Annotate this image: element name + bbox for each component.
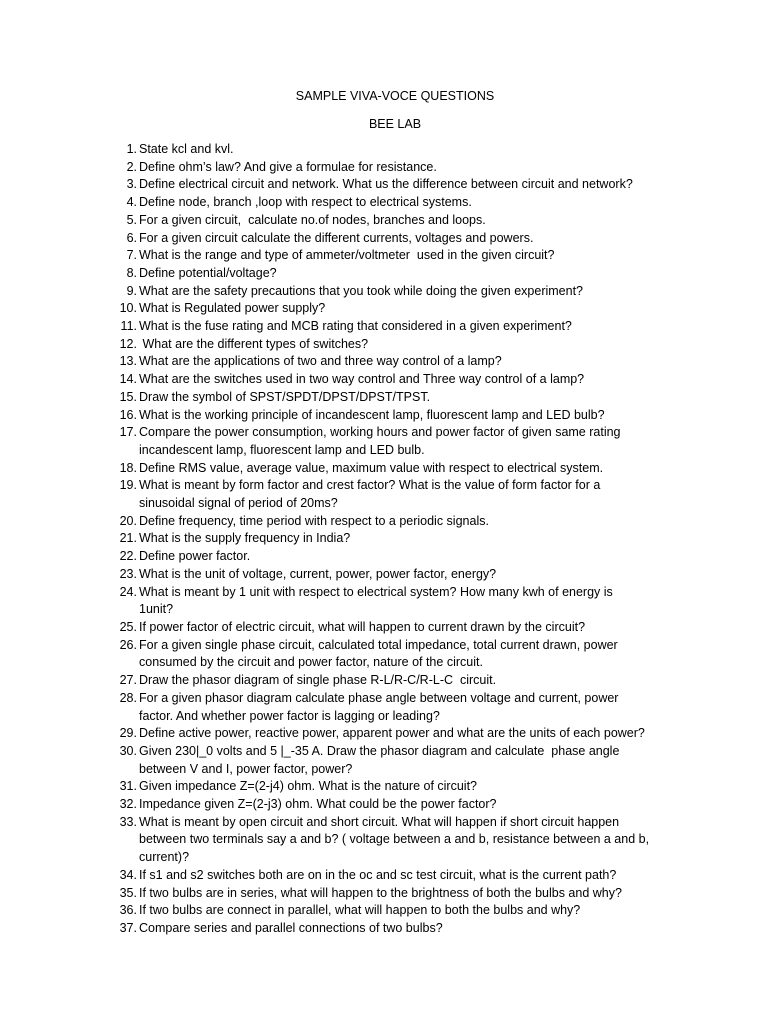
question-item [0,743,768,778]
question-item [0,513,768,531]
question-number: 10. [119,301,137,316]
question-text-line: For a given circuit calculate the different currents, voltages and powers. [139,230,534,245]
question-item [0,141,768,159]
question-item [0,407,768,425]
question-text-line: What is meant by 1 unit with respect to electrical system? How many kwh of energy is [139,584,613,599]
question-item [0,371,768,389]
question-number: 17. [119,425,137,440]
question-number: 33. [119,814,137,829]
question-item [0,530,768,548]
question-text-line: If two bulbs are in series, what will happen to the brightness of both the bulbs and why? [139,885,622,900]
question-number: 18. [119,460,137,475]
question-number: 9. [126,283,137,298]
question-text-line: What is Regulated power supply? [139,301,326,316]
question-number: 30. [119,743,137,758]
question-item [0,584,768,619]
question-text-line: What is meant by open circuit and short circuit. What will happen if short circuit happen [139,814,620,829]
question-item [0,353,768,371]
question-text-line: What are the applications of two and three way control of a lamp? [139,354,502,369]
question-number: 27. [119,673,137,688]
question-text-line: If two bulbs are connect in parallel, what will happen to both the bulbs and why? [139,903,581,918]
document-title: SAMPLE VIVA-VOCE QUESTIONS [295,89,495,103]
question-text-line: What is the unit of voltage, current, power, power factor, energy? [139,566,497,581]
question-number: 4. [126,195,137,210]
question-number: 16. [119,407,137,422]
question-item [0,389,768,407]
question-text-line: What are the different types of switches? [139,336,369,351]
question-text-line: Define electrical circuit and network. What us the difference between circuit and network? [139,177,633,192]
question-number: 2. [126,159,137,174]
question-number: 29. [119,726,137,741]
question-item [0,194,768,212]
question-text-line: Define active power, reactive power, apparent power and what are the units of each power? [139,726,645,741]
question-text-line: Impedance given Z=(2-j3) ohm. What could be the power factor? [139,797,497,812]
question-item [0,814,768,867]
question-list [0,141,768,938]
question-number: 34. [119,867,137,882]
question-item [0,672,768,690]
question-text-line: What is the supply frequency in India? [139,531,351,546]
question-item [0,212,768,230]
question-item [0,283,768,301]
question-number: 32. [119,797,137,812]
question-text-line: factor. And whether power factor is lagging or leading? [139,708,440,723]
question-item [0,318,768,336]
question-item [0,300,768,318]
question-item [0,159,768,177]
question-text-line: Compare series and parallel connections of two bulbs? [139,920,443,935]
question-text-line: For a given phasor diagram calculate phase angle between voltage and current, power [139,690,619,705]
question-text-line: Given impedance Z=(2-j4) ohm. What is the nature of circuit? [139,779,477,794]
question-text-line: 1unit? [139,602,174,617]
question-text-line: If s1 and s2 switches both are on in the oc and sc test circuit, what is the current path? [139,867,617,882]
question-number: 3. [126,177,137,192]
question-text-line: between V and I, power factor, power? [139,761,353,776]
question-text-line: If power factor of electric circuit, what will happen to current drawn by the circuit? [139,619,586,634]
question-text-line: What is the working principle of incandescent lamp, fluorescent lamp and LED bulb? [139,407,605,422]
question-number: 25. [119,619,137,634]
question-text-line: For a given single phase circuit, calculated total impedance, total current drawn, power [139,637,618,652]
question-text-line: What is the fuse rating and MCB rating that considered in a given experiment? [139,319,572,334]
question-text-line: between two terminals say a and b? ( voltage between a and b, resistance between a and b, [139,832,650,847]
question-number: 6. [126,230,137,245]
question-text-line: For a given circuit, calculate no.of nodes, branches and loops. [139,212,486,227]
question-number: 23. [119,566,137,581]
question-text-line: What are the safety precautions that you took while doing the given experiment? [139,283,584,298]
question-number: 11. [120,319,137,334]
question-item [0,619,768,637]
question-item [0,920,768,938]
question-item [0,230,768,248]
question-number: 14. [119,372,137,387]
question-item [0,725,768,743]
question-text-line: What are the switches used in two way control and Three way control of a lamp? [139,372,585,387]
question-text-line: Draw the phasor diagram of single phase R-L/R-C/R-L-C circuit. [139,673,497,688]
question-number: 8. [126,265,137,280]
question-item [0,867,768,885]
question-item [0,247,768,265]
question-item [0,477,768,512]
question-text-line: What is the range and type of ammeter/voltmeter used in the given circuit? [139,248,555,263]
question-item [0,885,768,903]
question-number: 5. [126,212,137,227]
question-number: 19. [119,478,137,493]
question-item [0,460,768,478]
question-number: 31. [119,779,137,794]
question-number: 36. [119,903,137,918]
question-item [0,690,768,725]
question-text-line: Define RMS value, average value, maximum value with respect to electrical system. [139,460,604,475]
question-text-line: incandescent lamp, fluorescent lamp and LED bulb. [139,442,425,457]
question-number: 13. [119,354,137,369]
document-subtitle: BEE LAB [368,117,422,131]
question-text-line: Define frequency, time period with respect to a periodic signals. [139,513,489,528]
question-item [0,548,768,566]
question-number: 24. [119,584,137,599]
question-item [0,796,768,814]
question-number: 7. [126,248,137,263]
question-text-line: Define node, branch ,loop with respect to electrical systems. [139,195,472,210]
question-number: 12. [119,336,137,351]
question-number: 28. [119,690,137,705]
question-text-line: State kcl and kvl. [139,142,234,156]
question-text-line: current)? [139,850,190,865]
question-text-line: Compare the power consumption, working hours and power factor of given same rating [139,425,621,440]
question-number: 26. [119,637,137,652]
question-item [0,265,768,283]
question-item [0,902,768,920]
question-text-line: Given 230|_0 volts and 5 |_-35 A. Draw the phasor diagram and calculate phase angle [139,743,620,758]
question-text-line: sinusoidal signal of period of 20ms? [139,496,338,511]
question-number: 22. [119,549,137,564]
question-item [0,424,768,459]
question-number: 35. [119,885,137,900]
question-text-line: Draw the symbol of SPST/SPDT/DPST/DPST/TPST. [139,389,431,404]
question-item [0,778,768,796]
question-number: 37. [119,920,137,935]
question-text-line: Define ohm’s law? And give a formulae for resistance. [139,159,437,174]
question-number: 20. [119,513,137,528]
question-number: 1. [126,142,137,156]
question-item [0,336,768,354]
question-text-line: Define power factor. [139,549,251,564]
question-text-line: Define potential/voltage? [139,265,277,280]
question-number: 15. [119,389,137,404]
question-item [0,637,768,672]
question-text-line: What is meant by form factor and crest factor? What is the value of form factor for a [139,478,601,493]
question-text-line: consumed by the circuit and power factor, nature of the circuit. [139,655,483,670]
question-number: 21. [119,531,137,546]
question-item [0,176,768,194]
question-item [0,566,768,584]
